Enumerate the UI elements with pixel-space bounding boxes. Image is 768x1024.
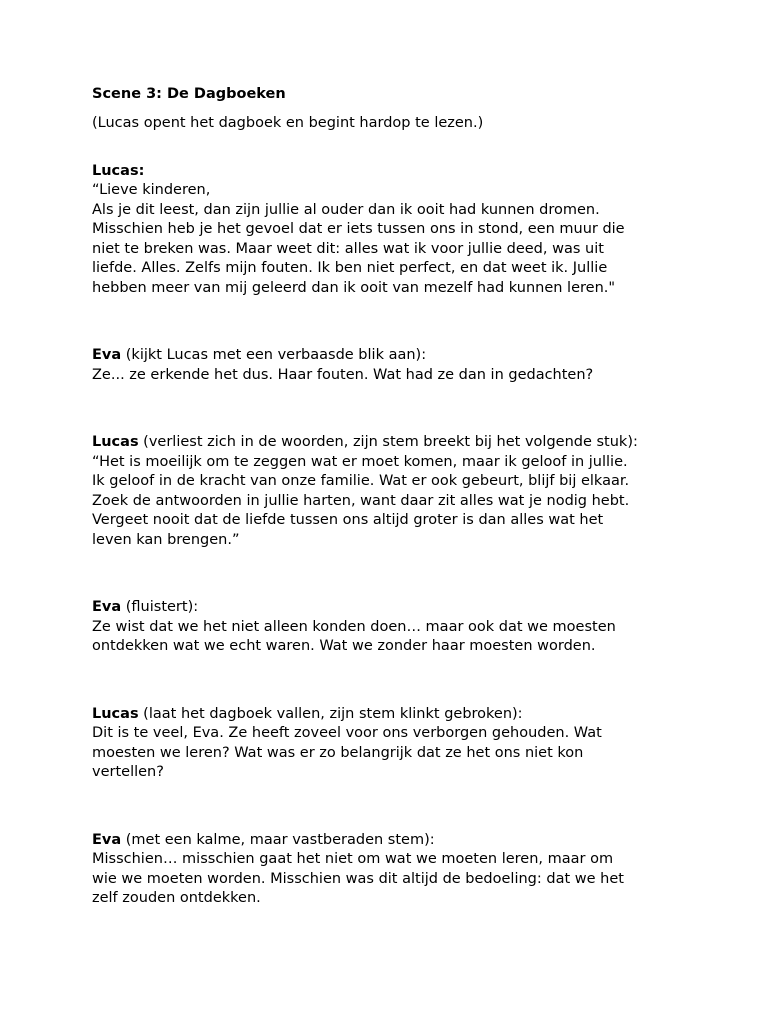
dialogue-block (92, 327, 676, 405)
scene-title: Scene 3: De Dagboeken (92, 86, 286, 102)
speaker-name: Eva (92, 347, 122, 363)
speaker-name: Lucas: (92, 162, 145, 179)
dialogue-block (92, 685, 676, 802)
stage-direction: (met een kalme, maar vastberaden stem): (121, 831, 435, 848)
dialogue-text: Dit is te veel, Eva. Ze heeft zoveel voor ons verborgen gehouden. Wat moesten we leren? Wat was er zo belangrijk dat ze het ons niet kon vertellen? (92, 725, 602, 780)
stage-direction: (fluistert): (121, 599, 199, 615)
dialogue-block (92, 414, 676, 570)
dialogue-text: Misschien… misschien gaat het niet om wat we moeten leren, maar om wie we moeten worden. Misschien was dit altijd de bedoeling: dat we het zelf zouden ontdekken. (92, 851, 624, 906)
stage-direction: (kijkt Lucas met een verbaasde blik aan): (121, 347, 427, 363)
dialogue-text: “Lieve kinderen, Als je dit leest, dan zijn jullie al ouder dan ik ooit had kunnen dromen. Misschien heb je het gevoel dat er iets tussen ons in stond, een muur die niet te breken was. Maar weet dit: alles wat ik voor jullie deed, was uit liefde. Alles. Zelfs mijn fouten. Ik ben niet perfect, en dat weet ik. Jullie hebben meer van mij geleerd dan ik ooit van mezelf had kunnen leren." (92, 182, 625, 296)
dialogue-text: “Het is moeilijk om te zeggen wat er moet komen, maar ik geloof in jullie. Ik geloof in de kracht van onze familie. Wat er ook gebeurt, blijf bij elkaar. Zoek de antwoorden in jullie harten, want daar zit alles wat je nodig hebt. Vergeet nooit dat de liefde tussen ons altijd groter is dan alles wat het leven kan brengen.” (92, 453, 630, 548)
dialogue-text: Ze... ze erkende het dus. Haar fouten. Wat had ze dan in gedachten? (92, 366, 594, 383)
dialogue-text: Ze wist dat we het niet alleen konden doen… maar ook dat we moesten ontdekken wat we echt waren. Wat we zonder haar moesten worden. (92, 618, 616, 654)
speaker-name: Lucas (92, 705, 139, 722)
speaker-name: Eva (92, 599, 122, 615)
dialogue-block (92, 142, 676, 318)
speaker-name: Lucas (92, 434, 139, 450)
stage-direction-intro: (Lucas opent het dagboek en begint hardop te lezen.) (92, 114, 484, 131)
dialogue-block (92, 811, 676, 928)
speaker-name: Eva (92, 831, 122, 848)
dialogue-block (92, 579, 676, 677)
stage-direction: (verliest zich in de woorden, zijn stem breekt bij het volgende stuk): (138, 434, 638, 450)
stage-direction: (laat het dagboek vallen, zijn stem klinkt gebroken): (138, 705, 523, 722)
